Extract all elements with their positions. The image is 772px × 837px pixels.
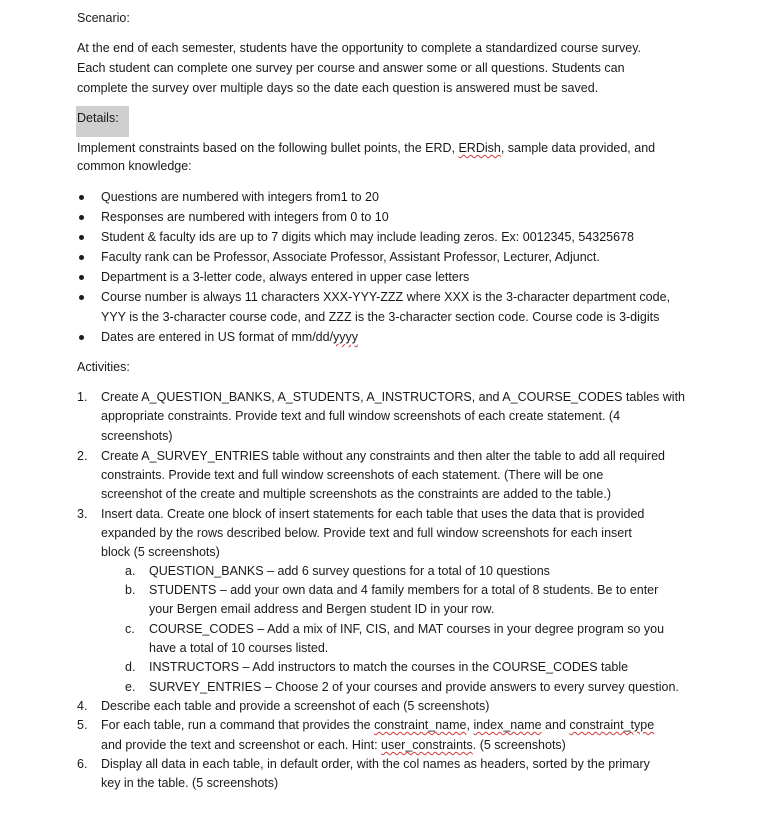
list-number: 2. <box>77 449 88 463</box>
spellcheck-flag: constraint_type <box>569 718 655 732</box>
scenario-line-2: Each student can complete one survey per course and answer some or all questions. Students can <box>77 61 625 75</box>
sub-letter: b. <box>125 583 136 597</box>
spellcheck-flag: constraint_name <box>374 718 467 732</box>
activity-3-line-1: Insert data. Create one block of insert statements for each table that uses the data that is provided <box>101 507 645 521</box>
bullet-dot <box>79 235 84 240</box>
scenario-heading: Scenario: <box>77 11 130 25</box>
bullet-dot <box>79 215 84 220</box>
list-number: 3. <box>77 507 88 521</box>
bullet-dot <box>79 255 84 260</box>
activity-6-line-2: key in the table. (5 screenshots) <box>101 776 279 790</box>
activity-1-line-2: appropriate constraints. Provide text and full window screenshots of each create statement. (4 <box>101 409 621 423</box>
activity-5-line-1: For each table, run a command that provides the constraint_name, index_name and constraint_type <box>101 718 655 732</box>
sub-item-d: INSTRUCTORS – Add instructors to match the courses in the COURSE_CODES table <box>149 660 629 674</box>
bullet-dot <box>79 195 84 200</box>
sub-letter: e. <box>125 680 136 694</box>
bullet-item: Department is a 3-letter code, always entered in upper case letters <box>101 270 470 284</box>
activity-3-line-3: block (5 screenshots) <box>101 545 220 559</box>
bullet-item: Student & faculty ids are up to 7 digits which may include leading zeros. Ex: 0012345, 54325678 <box>101 230 634 244</box>
spellcheck-flag: user_constraints <box>381 738 473 752</box>
activity-2-line-2: constraints. Provide text and full window screenshots of each statement. (There will be one <box>101 468 604 482</box>
activity-2-line-3: screenshot of the create and multiple screenshots as the constraints are added to the table.) <box>101 487 612 501</box>
bullet-item: Dates are entered in US format of mm/dd/yyyy <box>101 330 359 344</box>
bullet-item: Questions are numbered with integers from1 to 20 <box>101 190 379 204</box>
sub-item-e: SURVEY_ENTRIES – Choose 2 of your courses and provide answers to every survey question. <box>149 680 679 694</box>
bullet-dot <box>79 335 84 340</box>
activity-6-line-1: Display all data in each table, in default order, with the col names as headers, sorted by the primary <box>101 757 650 771</box>
list-number: 5. <box>77 718 88 732</box>
intro-line-2: common knowledge: <box>77 159 192 173</box>
sub-item-b-line-2: your Bergen email address and Bergen student ID in your row. <box>149 602 495 616</box>
bullet-dot <box>79 275 84 280</box>
bullet-item: Course number is always 11 characters XXX-YYY-ZZZ where XXX is the 3-character department code, <box>101 290 670 304</box>
sub-letter: a. <box>125 564 136 578</box>
spellcheck-flag: index_name <box>473 718 542 732</box>
spellcheck-flag: ERDish <box>458 141 501 155</box>
activity-2-line-1: Create A_SURVEY_ENTRIES table without any constraints and then alter the table to add all required <box>101 449 665 463</box>
intro-line-1: Implement constraints based on the following bullet points, the ERD, ERDish, sample data provided, and <box>77 141 656 155</box>
activity-5-line-2: and provide the text and screenshot or each. Hint: user_constraints. (5 screenshots) <box>101 738 566 752</box>
bullet-item-continued: YYY is the 3-character course code, and ZZZ is the 3-character section code. Course code is 3-digits <box>101 310 660 324</box>
bullet-item: Responses are numbered with integers from 0 to 10 <box>101 210 389 224</box>
scenario-line-3: complete the survey over multiple days so the date each question is answered must be saved. <box>77 81 599 95</box>
activity-4: Describe each table and provide a screenshot of each (5 screenshots) <box>101 699 490 713</box>
scenario-line-1: At the end of each semester, students have the opportunity to complete a standardized course survey. <box>77 41 641 55</box>
sub-item-c-line-1: COURSE_CODES – Add a mix of INF, CIS, and MAT courses in your degree program so you <box>149 622 665 636</box>
sub-letter: c. <box>125 622 135 636</box>
bullet-item: Faculty rank can be Professor, Associate Professor, Assistant Professor, Lecturer, Adjunct. <box>101 250 600 264</box>
sub-item-b-line-1: STUDENTS – add your own data and 4 family members for a total of 8 students. Be to enter <box>149 583 659 597</box>
activity-3-line-2: expanded by the rows described below. Provide text and full window screenshots for each insert <box>101 526 632 540</box>
activity-1-line-3: screenshots) <box>101 429 173 443</box>
sub-item-c-line-2: have a total of 10 courses listed. <box>149 641 329 655</box>
sub-letter: d. <box>125 660 136 674</box>
spellcheck-flag: yyyy <box>333 330 359 344</box>
list-number: 4. <box>77 699 88 713</box>
list-number: 6. <box>77 757 88 771</box>
details-heading: Details: <box>77 111 119 125</box>
bullet-dot <box>79 295 84 300</box>
activity-1-line-1: Create A_QUESTION_BANKS, A_STUDENTS, A_INSTRUCTORS, and A_COURSE_CODES tables with <box>101 390 685 404</box>
list-number: 1. <box>77 390 88 404</box>
sub-item-a: QUESTION_BANKS – add 6 survey questions for a total of 10 questions <box>149 564 550 578</box>
activities-heading: Activities: <box>77 360 130 374</box>
